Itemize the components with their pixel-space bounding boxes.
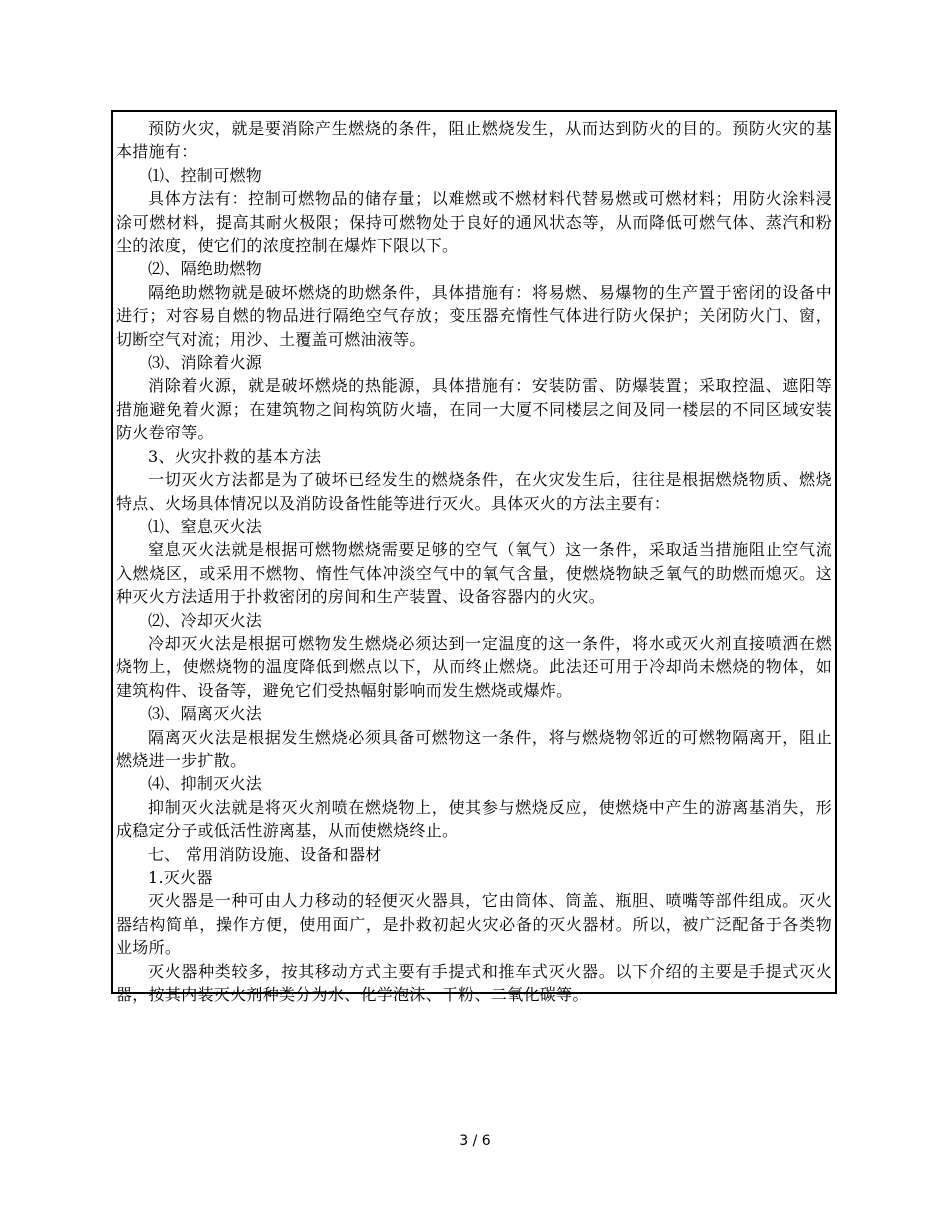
page-number: 3 / 6 <box>459 1133 491 1149</box>
heading-isolation: ⑶、隔离灭火法 <box>148 704 263 724</box>
heading-isolate-oxidizer: ⑵、隔绝助燃物 <box>148 259 263 279</box>
paragraph-eliminate-ignition: 消除着火源，就是破坏燃烧的热能源，具体措施有：安装防雷、防爆装置；采取控温、遮阳等措施避免着火源；在建筑物之间构筑防火墙，在同一大厦不同楼层之间及同一楼层的不同区域安装防火卷帘等。 <box>116 376 832 443</box>
paragraph-cooling: 冷却灭火法是根据可燃物发生燃烧必须达到一定温度的这一条件，将水或灭火剂直接喷洒在燃烧物上，使燃烧物的温度降低到燃点以下，从而终止燃烧。此法还可用于冷却尚未燃烧的物体，如建筑构件、设备等，避免它们受热幅射影响而发生燃烧或爆炸。 <box>116 633 832 700</box>
paragraph-firefighting-methods: 一切灭火方法都是为了破坏已经发生的燃烧条件，在火灾发生后，往往是根据燃烧物质、燃烧特点、火场具体情况以及消防设备性能等进行灭火。具体灭火的方法主要有： <box>116 470 832 513</box>
heading-fire-equipment: 七、 常用消防设施、设备和器材 <box>148 844 382 864</box>
heading-firefighting-methods: 3、火灾扑救的基本方法 <box>148 446 322 466</box>
heading-control-combustibles: ⑴、控制可燃物 <box>148 165 263 185</box>
paragraph-extinguisher-intro: 灭火器是一种可由人力移动的轻便灭火器具，它由筒体、筒盖、瓶胆、喷嘴等部件组成。灭火器结构简单，操作方便，使用面广，是扑救初起火灾必备的灭火器材。所以，被广泛配备于各类物业场所。 <box>116 891 832 958</box>
paragraph-extinguisher-types: 灭火器种类较多，按其移动方式主要有手提式和推车式灭火器。以下介绍的主要是手提式灭火器，按其内装灭火剂种类分为水、化学泡沫、干粉、二氧化碳等。 <box>116 961 832 1005</box>
heading-smothering: ⑴、窒息灭火法 <box>148 516 263 536</box>
paragraph-isolate-oxidizer: 隔绝助燃物就是破坏燃烧的助燃条件，具体措施有：将易燃、易爆物的生产置于密闭的设备中进行；对容易自燃的物品进行隔绝空气存放；变压器充惰性气体进行防火保护；关闭防火门、窗，切断空气对流；用沙、土覆盖可燃油液等。 <box>116 282 832 349</box>
heading-eliminate-ignition: ⑶、消除着火源 <box>148 353 263 373</box>
paragraph-smothering: 窒息灭火法就是根据可燃物燃烧需要足够的空气（氧气）这一条件，采取适当措施阻止空气流入燃烧区，或采用不燃物、惰性气体冲淡空气中的氧气含量，使燃烧物缺乏氧气的助燃而熄灭。这种灭火方法适用于扑救密闭的房间和生产装置、设备容器内的火灾。 <box>116 540 832 607</box>
heading-inhibition: ⑷、抑制灭火法 <box>148 774 263 794</box>
heading-extinguisher: 1.灭火器 <box>148 868 213 887</box>
paragraph-inhibition: 抑制灭火法就是将灭火剂喷在燃烧物上，使其参与燃烧反应，使燃烧中产生的游离基消失，形成稳定分子或低活性游离基，从而使燃烧终止。 <box>116 797 832 841</box>
paragraph-control-combustibles: 具体方法有：控制可燃物品的储存量；以难燃或不燃材料代替易燃或可燃材料；用防火涂料浸涂可燃材料，提高其耐火极限；保持可燃物处于良好的通风状态等，从而降低可燃气体、蒸汽和粉尘的浓度，使它们的浓度控制在爆炸下限以下。 <box>116 189 832 256</box>
document-body <box>116 117 832 1006</box>
heading-cooling: ⑵、冷却灭火法 <box>148 610 263 630</box>
paragraph-isolation: 隔离灭火法是根据发生燃烧必须具备可燃物这一条件，将与燃烧物邻近的可燃物隔离开，阻止燃烧进一步扩散。 <box>116 727 832 770</box>
paragraph-intro: 预防火灾，就是要消除产生燃烧的条件，阻止燃烧发生，从而达到防火的目的。预防火灾的基本措施有： <box>116 119 832 162</box>
